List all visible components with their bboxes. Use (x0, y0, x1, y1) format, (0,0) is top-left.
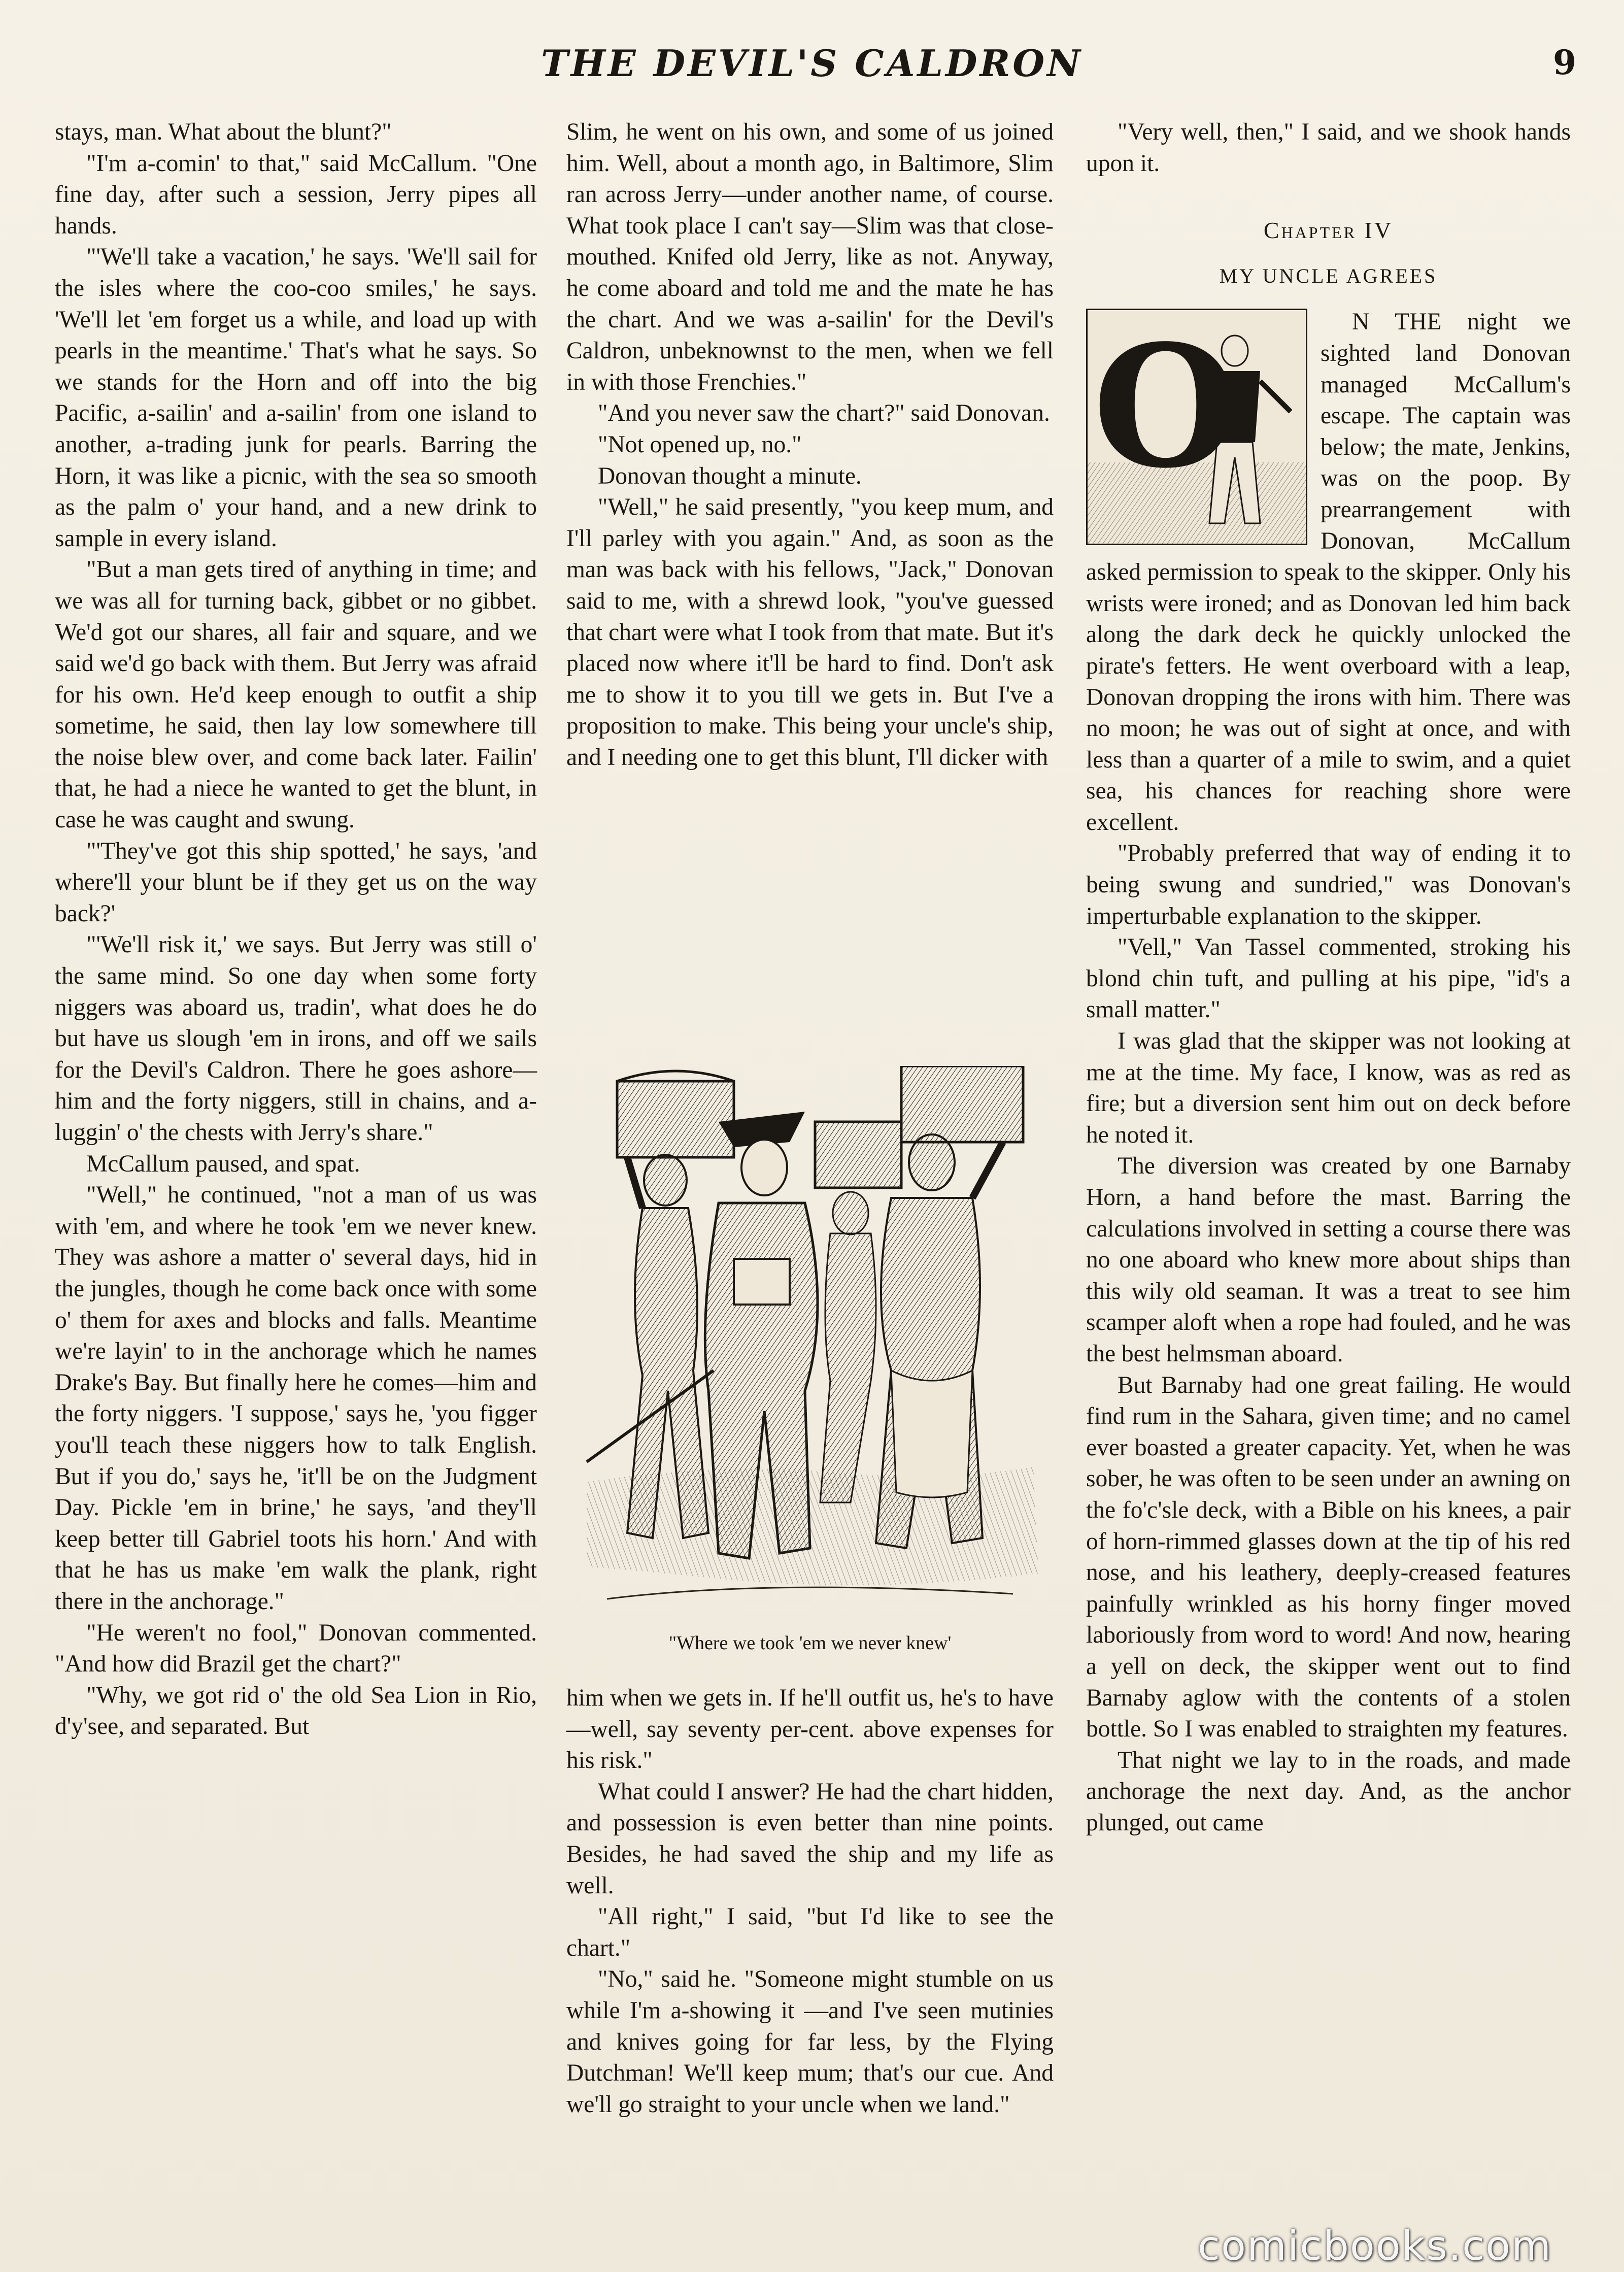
illustration-caption: "Where we took 'em we never knew' (668, 1632, 952, 1654)
paragraph: "Not opened up, no." (598, 431, 802, 458)
paragraph: "'They've got this ship spotted,' he says, 'and where'll your blunt be if they get us on the way back?' (55, 838, 537, 927)
paragraph: N THE night we sighted land Donovan managed McCallum's escape. The captain was below; the mate, Jenkins, was on the poop. By prearrangement with Donovan, McCallum asked permission to speak to the skipper. Only his wrists were ironed; and as Donovan led him back along the dark deck he quickly unlocked the pirate's fetters. He went overboard with a leap, Donovan dropping the irons with him. There was no moon; he was out of sight at once, and with less than a quarter of a mile to swim, and a quiet sea, his chances for reaching shore were excellent. (1086, 309, 1571, 836)
paragraph: "He weren't no fool," Donovan commented. "And how did Brazil get the chart?" (55, 1619, 537, 1678)
paragraph: The diversion was created by one Barnaby Horn, a hand before the mast. Barring the calculations involved in setting a course there was no one aboard who knew more about ships than this wily old seaman. It was a treat to see him scamper aloft when a rope had fouled, and he was the best helmsman aboard. (1086, 1153, 1571, 1367)
paragraph: "Very well, then," I said, and we shook hands upon it. (1086, 119, 1571, 177)
paragraph: stays, man. What about the blunt?" (55, 119, 392, 145)
paragraph: Slim, he went on his own, and some of us joined him. Well, about a month ago, in Baltimore, Slim ran across Jerry—under another name, of course. What took place I can't say—Slim was that close-mouthed. Knifed old Jerry, like as not. Anyway, he come aboard and told me and the mate he has the chart. And we was a-sailin' for the Devil's Caldron, unbeknownst to the men, when we fell in with those Frenchies." (566, 119, 1054, 395)
paragraph: But Barnaby had one great failing. He would find rum in the Sahara, given time; and no camel ever boasted a greater capacity. Yet, when he was sober, he was often to be seen under an awning on the fo'c'sle deck, with a Bible on his knees, a pair of horn-rimmed glasses down at the tip of his red nose, and his leathery, deeply-creased features painfully wrinkled as his horny finger moved laboriously from word to word! And now, hearing a yell on deck, the skipper went out to find Barnaby aglow with the contents of a stolen bottle. So I was enabled to straighten my features. (1086, 1372, 1571, 1743)
paragraph: "I'm a-comin' to that," said McCallum. "One fine day, after such a session, Jerry pipes all hands. (55, 150, 537, 239)
paragraph: That night we lay to in the roads, and made anchorage the next day. And, as the anchor plunged, out came (1086, 1747, 1571, 1836)
paragraph: "'We'll risk it,' we says. But Jerry was still o' the same mind. So one day when some forty niggers was aboard us, tradin', what does he do but have us slough 'em in irons, and off we sails for the Devil's Caldron. There he goes ashore—him and the forty niggers, still in chains, and a-luggin' o' the chests with Jerry's share." (55, 931, 537, 1146)
paragraph: "Well," he continued, "not a man of us was with 'em, and where he took 'em we never knew. They was ashore a matter o' several days, hid in the jungles, though he come back once with some o' them for axes and blocks and falls. Meantime we're layin' to in the anchorage which he names Drake's Bay. But finally here he comes—him and the forty niggers. 'I suppose,' says he, 'you figger you'll teach these niggers how to talk English. But if you do,' says he, 'it'll be on the Judgment Day. Pickle 'em in brine,' he says, 'and they'll keep better till Gabriel toots his horn.' And with that he has us make 'em walk the plank, right there in the anchorage." (55, 1182, 537, 1615)
drop-cap-illustration (1086, 309, 1307, 545)
paragraph: What could I answer? He had the chart hidden, and possession is even better than nine points. Besides, he had saved the ship and my life as well. (566, 1778, 1054, 1899)
paragraph: "Well," he said presently, "you keep mum, and I'll parley with you again." And, as soon as the man was back with his fellows, "Jack," Donovan said to me, with a shrewd look, "you've guessed that chart were what I took from that mate. But it's placed now where it'll be hard to find. Don't ask me to show it to you till we gets in. But I've a proposition to make. This being your uncle's ship, and I needing one to get this blunt, I'll dicker with (566, 494, 1054, 771)
paragraph: "Probably preferred that way of ending it to being swung and sundried," was Donovan's imperturbable explanation to the skipper. (1086, 840, 1571, 929)
paragraph: I was glad that the skipper was not looking at me at the time. My face, I know, was as red as fire; but a diversion sent him out on deck before he noted it. (1086, 1028, 1571, 1148)
paragraph: "No," said he. "Someone might stumble on us while I'm a-showing it —and I've seen mutinies and knives going for far less, by the Flying Dutchman! We'll keep mum; that's our cue. And we'll go straight to your uncle when we land." (566, 1966, 1054, 2118)
chapter-opening (1086, 307, 1571, 838)
paragraph: "But a man gets tired of anything in time; and we was all for turning back, gibbet or no gibbet. We'd got our shares, all fair and square, and we said we'd go back with them. But Jerry was afraid for his own. He'd keep enough to outfit a ship sometime, he said, then lay low somewhere till the noise blew over, and come back later. Failin' that, he had a niece he wanted to get the blunt, in case he was caught and swung. (55, 556, 537, 833)
paragraph: "Why, we got rid o' the old Sea Lion in Rio, d'y'see, and separated. But (55, 1682, 537, 1740)
text-column-3 (1086, 117, 1571, 1839)
text-column-2-top (566, 117, 1054, 773)
paragraph: Donovan thought a minute. (598, 462, 862, 489)
chapter-subtitle: MY UNCLE AGREES (1219, 264, 1438, 287)
paragraph: McCallum paused, and spat. (86, 1150, 360, 1177)
watermark: comicbooks.com (1198, 2222, 1552, 2269)
paragraph: "Vell," Van Tassel commented, stroking his blond chin tuft, and pulling at his pipe, "id's a small matter." (1086, 934, 1571, 1023)
figure-carrier-back (820, 1192, 876, 1502)
paragraph: "'We'll take a vacation,' he says. 'We'll sail for the isles where the coo-coo smiles,' he says. 'We'll let 'em forget us a while, and load up with pearls in the meantime.' That's what he says. So we stands for the Horn and off into the big Pacific, a-sailin' and a-sailin' from one island to another, a-trading junk for pearls. Barring the Horn, it was like a picnic, with the sea so smooth as the palm o' your hand, and a new drink to sample in every island. (55, 244, 537, 552)
treasure-chest (617, 1071, 734, 1157)
text-column-2-bottom (566, 1683, 1054, 2120)
page-number: 9 (1553, 43, 1576, 82)
text-column-1 (55, 117, 537, 1743)
drop-cap-letter: O (1093, 308, 1239, 506)
treasure-chest (815, 1122, 901, 1188)
paragraph: "And you never saw the chart?" said Donovan. (598, 400, 1050, 427)
running-head-title: THE DEVIL'S CALDRON (541, 42, 1083, 85)
paragraph: him when we gets in. If he'll outfit us, he's to have—well, say seventy per-cent. above expenses for his risk." (566, 1685, 1054, 1774)
chapter-number: Chapter IV (1263, 217, 1394, 244)
treasure-chest (901, 1066, 1023, 1142)
paragraph: "All right," I said, "but I'd like to see the chart." (566, 1903, 1054, 1961)
illustration-pirates-carrying-chests (566, 1066, 1054, 1634)
